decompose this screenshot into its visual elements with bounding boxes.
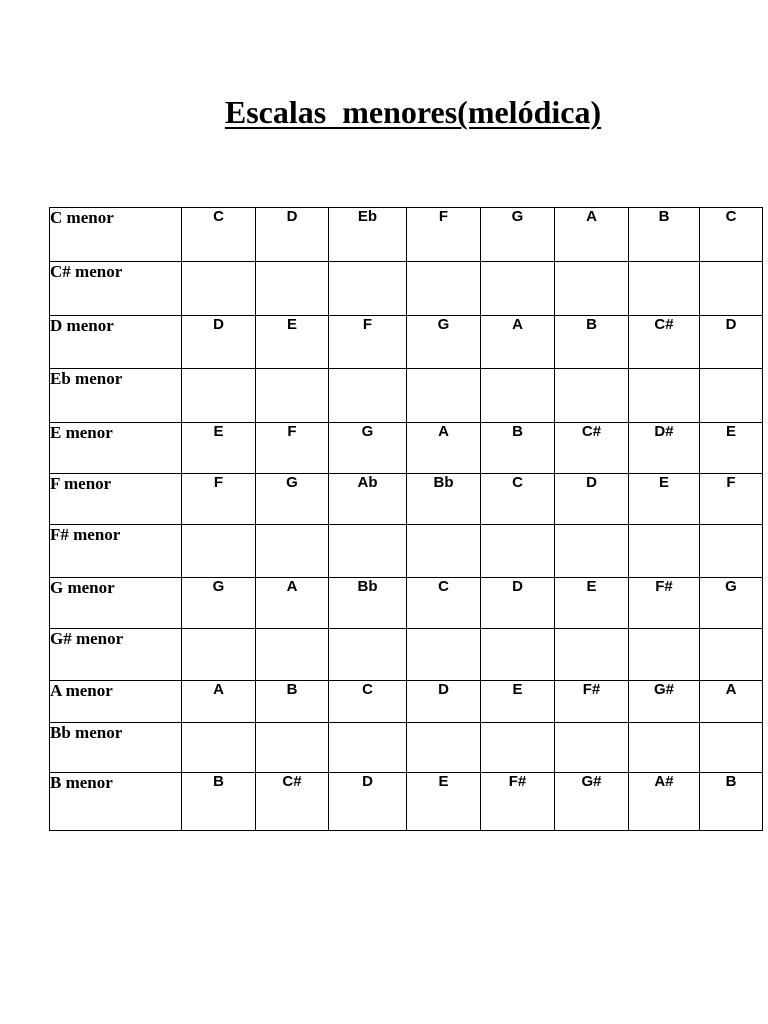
note-cell: F [182,474,256,525]
note-cell: E [256,316,329,369]
note-cell [555,262,629,316]
note-cell: G [407,316,481,369]
note-cell: Eb [329,208,407,262]
scales-table [49,207,763,831]
note-cell: C [182,208,256,262]
note-cell: A [555,208,629,262]
page-title: Escalas menores(melódica) [224,94,602,130]
note-cell [700,262,763,316]
note-cell: A [481,316,555,369]
note-cell [629,723,700,773]
note-cell: F [329,316,407,369]
note-cell: C [329,681,407,723]
table-row [50,262,763,316]
table-row [50,525,763,578]
table-row [50,316,763,369]
note-cell [700,723,763,773]
note-cell [329,525,407,578]
row-label: C# menor [50,262,182,316]
note-cell: B [555,316,629,369]
note-cell: C# [629,316,700,369]
row-label: D menor [50,316,182,369]
note-cell: F [407,208,481,262]
table-row [50,723,763,773]
note-cell [256,262,329,316]
note-cell [256,369,329,423]
note-cell [481,369,555,423]
note-cell: G [329,423,407,474]
note-cell: E [629,474,700,525]
note-cell: A [407,423,481,474]
note-cell: E [481,681,555,723]
note-cell: B [629,208,700,262]
note-cell [555,723,629,773]
note-cell: D [407,681,481,723]
note-cell [182,723,256,773]
note-cell: C [407,578,481,629]
note-cell: G# [555,773,629,831]
note-cell: C [481,474,555,525]
note-cell [629,262,700,316]
row-label: G# menor [50,629,182,681]
note-cell [629,525,700,578]
note-cell [182,525,256,578]
note-cell [407,723,481,773]
note-cell [329,723,407,773]
note-cell [329,629,407,681]
note-cell [700,629,763,681]
note-cell: C# [555,423,629,474]
note-cell: B [182,773,256,831]
note-cell [481,262,555,316]
note-cell [629,369,700,423]
note-cell: F# [555,681,629,723]
note-cell: B [481,423,555,474]
note-cell [407,369,481,423]
table-row [50,208,763,262]
table-row [50,474,763,525]
note-cell [407,262,481,316]
note-cell [182,262,256,316]
note-cell: G# [629,681,700,723]
note-cell: F# [629,578,700,629]
note-cell: A [256,578,329,629]
note-cell: D [329,773,407,831]
row-label: Eb menor [50,369,182,423]
note-cell: G [256,474,329,525]
row-label: G menor [50,578,182,629]
row-label: Bb menor [50,723,182,773]
note-cell: B [256,681,329,723]
note-cell [329,262,407,316]
note-cell: D [256,208,329,262]
note-cell: E [555,578,629,629]
table-row [50,629,763,681]
note-cell: G [481,208,555,262]
note-cell: C [700,208,763,262]
row-label: A menor [50,681,182,723]
note-cell: D# [629,423,700,474]
note-cell: B [700,773,763,831]
note-cell [629,629,700,681]
note-cell: G [182,578,256,629]
note-cell [700,525,763,578]
note-cell: Ab [329,474,407,525]
note-cell [256,525,329,578]
table-row [50,773,763,831]
row-label: F menor [50,474,182,525]
note-cell: D [555,474,629,525]
note-cell [256,629,329,681]
row-label: E menor [50,423,182,474]
note-cell [329,369,407,423]
note-cell: G [700,578,763,629]
note-cell [481,723,555,773]
note-cell: Bb [407,474,481,525]
note-cell: F [256,423,329,474]
note-cell [555,369,629,423]
note-cell [407,629,481,681]
note-cell: E [407,773,481,831]
note-cell: D [182,316,256,369]
note-cell: A# [629,773,700,831]
note-cell [182,369,256,423]
note-cell: Bb [329,578,407,629]
row-label: F# menor [50,525,182,578]
table-row [50,681,763,723]
note-cell: A [700,681,763,723]
note-cell [182,629,256,681]
table-row [50,578,763,629]
note-cell: A [182,681,256,723]
row-label: B menor [50,773,182,831]
note-cell [555,525,629,578]
note-cell: D [700,316,763,369]
note-cell [407,525,481,578]
note-cell [256,723,329,773]
table-row [50,423,763,474]
note-cell [481,525,555,578]
row-label: C menor [50,208,182,262]
note-cell: C# [256,773,329,831]
note-cell [555,629,629,681]
note-cell: D [481,578,555,629]
note-cell [481,629,555,681]
note-cell: F [700,474,763,525]
note-cell: E [182,423,256,474]
table-row [50,369,763,423]
note-cell: F# [481,773,555,831]
note-cell [700,369,763,423]
note-cell: E [700,423,763,474]
